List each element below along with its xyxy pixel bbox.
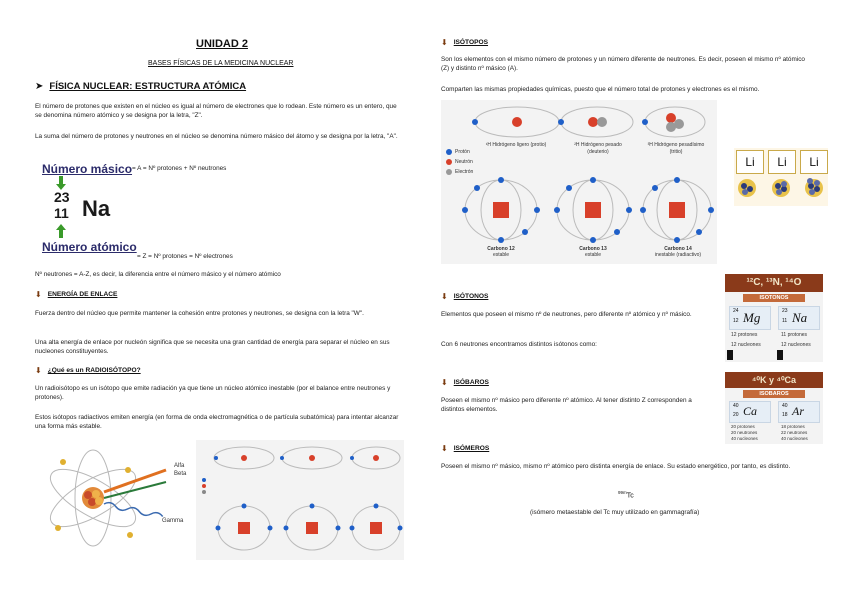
ca-neutrons: 20 neutrones xyxy=(731,430,758,435)
ar-nucleons: 40 nucleones xyxy=(781,436,808,441)
paragraph-energia-1: Fuerza dentro del núcleo que permite mantener la cohesión entre protones y neutrones, se designa con la letra "W". xyxy=(35,310,364,317)
ar-tile xyxy=(778,401,820,423)
radio-heading xyxy=(35,366,141,375)
section-title: FÍSICA NUCLEAR: ESTRUCTURA ATÓMICA xyxy=(49,81,247,92)
ca-nucleons: 40 nucleones xyxy=(731,436,758,441)
unit-title: UNIDAD 2 xyxy=(196,38,248,50)
gamma-label: Gamma xyxy=(162,518,184,524)
ca-mass: 40 xyxy=(733,403,739,409)
isobaros-title: ISÓBAROS xyxy=(453,379,489,386)
legend-proton: Protón xyxy=(455,149,470,155)
na-neutrons: 12 nucleones xyxy=(781,342,811,348)
paragraph-isotopos-1: Son los elementos con el mismo número de protones y un número diferente de neutrones. Es decir, poseen el mismo nº atómico (Z) y distinto nº másico (A). xyxy=(441,56,805,73)
ar-atomic: 18 xyxy=(782,412,788,418)
ca-tile xyxy=(729,401,771,423)
isotonos-badge: ¹²C, ¹³N, ¹⁴O xyxy=(725,274,823,292)
na-mass-number: 23 xyxy=(54,189,70,205)
alfa-label: Alfa xyxy=(174,463,185,469)
na-protons: 11 protones xyxy=(781,332,808,338)
paragraph-isotonos-1: Elementos que poseen el mismo nº de neutrones, pero diferente nº atómico y nº másico. xyxy=(441,311,692,318)
green-down-arrow-icon xyxy=(56,176,66,190)
down-arrow-bullet-icon: ⬇ xyxy=(441,38,448,47)
sodium-notation-figure xyxy=(42,162,137,258)
na-tile xyxy=(778,306,820,330)
isotopos-heading xyxy=(441,38,488,47)
ar-symbol: Ar xyxy=(792,404,804,418)
paragraph-energia-2: Una alta energía de enlace por nucleón significa que se necesita una gran cantidad de energía para separar el núcleo en sus nucleones constituyentes. xyxy=(35,339,390,356)
na-tile-mass: 23 xyxy=(782,308,788,314)
ca-protons: 20 protones xyxy=(731,424,755,429)
energia-title: ENERGÍA DE ENLACE xyxy=(47,291,118,298)
isobaros-heading xyxy=(441,378,489,387)
lithium-nuclei-icon xyxy=(734,176,828,204)
legend-electron: Electrón xyxy=(455,169,474,175)
paragraph-radio-1: Un radioisótopo es un isótopo que emite radiación ya que tiene un núcleo atómico inestable (por el balance entre neutrones y protones). xyxy=(35,385,391,402)
unit-subtitle: BASES FÍSICAS DE LA MEDICINA NUCLEAR xyxy=(148,60,294,67)
hydrogen-label-2: ²H Hidrógeno pesado (deuterio) xyxy=(574,142,622,155)
isomeros-heading xyxy=(441,444,489,453)
ar-mass: 40 xyxy=(782,403,788,409)
mg-tile xyxy=(729,306,771,330)
isotopos-title: ISÓTOPOS xyxy=(453,39,489,46)
green-up-arrow-icon xyxy=(56,224,66,238)
down-arrow-bullet-icon: ⬇ xyxy=(35,290,42,299)
tc-superscript: 99m xyxy=(618,490,627,495)
atomic-number-label: Número atómico xyxy=(42,240,137,254)
carbon-note-14: inestable (radiactivo) xyxy=(654,252,702,258)
carbon-label-12: Carbono 12 xyxy=(487,246,515,252)
mg-atomic: 12 xyxy=(733,318,739,324)
na-tile-atomic: 11 xyxy=(782,318,788,324)
isotopes-diagram-small xyxy=(196,440,404,560)
li-tile-2: Li xyxy=(768,150,796,174)
down-arrow-bullet-icon: ⬇ xyxy=(35,366,42,375)
ar-protons: 18 protones xyxy=(781,424,805,429)
paragraph-isotonos-2: Con 6 neutrones encontramos distintos isótonos como: xyxy=(441,341,597,348)
carbon-label-14: Carbono 14 xyxy=(664,246,692,252)
legend-neutron: Neutrón xyxy=(455,159,473,165)
carbon-label-13: Carbono 13 xyxy=(579,246,607,252)
radiation-atom-image xyxy=(38,440,193,550)
dark-marker xyxy=(777,350,783,360)
energia-heading xyxy=(35,290,117,299)
isomeros-title: ISÓMEROS xyxy=(453,445,490,452)
tc-caption: (isómero metaestable del Tc muy utilizado en gammagrafía) xyxy=(530,509,700,516)
isobaros-box-header: ISOBAROS xyxy=(743,390,805,398)
beta-label: Beta xyxy=(174,471,187,477)
carbon-note-13: estable xyxy=(584,252,602,258)
paragraph-mass-number: La suma del número de protones y neutrones en el núcleo se denomina número másico del átomo y se designa por la letra, "A". xyxy=(35,133,398,140)
isotonos-title: ISÓTONOS xyxy=(453,293,489,300)
down-arrow-bullet-icon: ⬇ xyxy=(441,444,448,453)
section-heading xyxy=(35,81,246,92)
mass-number-label: Número másico xyxy=(42,162,133,176)
mg-protons: 12 protones xyxy=(731,332,758,338)
ca-atomic: 20 xyxy=(733,412,739,418)
mg-neutrons: 12 nucleones xyxy=(731,342,761,348)
isobaros-badge: ⁴⁰K y ⁴⁰Ca xyxy=(725,372,823,388)
tc-symbol: Tc xyxy=(626,492,634,500)
dark-marker xyxy=(727,350,733,360)
tc99m-notation xyxy=(618,490,634,499)
hydrogen-label-3: ³H Hidrógeno pesadísimo (tritio) xyxy=(647,142,705,155)
isotonos-box-header: ISOTONOS xyxy=(743,294,805,302)
paragraph-isobaros: Poseen el mismo nº másico pero diferente nº atómico. Al tener distinto Z corresponden a distintos elementos. xyxy=(441,397,692,414)
mg-symbol: Mg xyxy=(743,310,761,325)
arrow-bullet-icon: ➤ xyxy=(35,81,44,92)
li-tile-1: Li xyxy=(736,150,764,174)
na-symbol: Na xyxy=(82,196,111,221)
paragraph-isomeros: Poseen el mismo nº másico, mismo nº atómico pero distinta energía de enlace. Su estado energético, por tanto, es distinto. xyxy=(441,463,791,470)
ca-symbol: Ca xyxy=(743,404,758,418)
mg-mass: 24 xyxy=(733,308,739,314)
paragraph-atomic-number: El número de protones que existen en el núcleo es igual al número de electrones que lo rodean. Este número es un entero, que se denomina número atómico y se designa por la letra, "Z". xyxy=(35,103,397,120)
atomic-number-formula: = Z = Nº protones = Nº electrones xyxy=(137,253,233,260)
hydrogen-label-1: ¹H Hidrógeno ligero (protio) xyxy=(485,142,547,148)
carbon-note-12: estable xyxy=(492,252,510,258)
na-tile-symbol: Na xyxy=(792,310,808,325)
isotopes-diagram xyxy=(441,100,717,264)
paragraph-radio-2: Estos isótopos radiactivos emiten energía (en forma de onda electromagnética o de partícula subatómica) para intentar alcanzar una forma más estable. xyxy=(35,414,399,431)
na-atomic-number: 11 xyxy=(54,205,69,221)
paragraph-neutrons: Nº neutrones = A-Z, es decir, la diferencia entre el número másico y el número atómico xyxy=(35,271,281,278)
isotonos-card xyxy=(725,274,823,362)
radio-title: ¿Qué es un RADIOISÓTOPO? xyxy=(47,367,141,374)
down-arrow-bullet-icon: ⬇ xyxy=(441,378,448,387)
ar-neutrons: 22 neutrones xyxy=(781,430,808,435)
isobaros-card xyxy=(725,372,823,444)
down-arrow-bullet-icon: ⬇ xyxy=(441,292,448,301)
li-tile-3: Li xyxy=(800,150,828,174)
lithium-isotopes-image xyxy=(734,148,828,206)
mass-number-formula: = A = Nº protones + Nº neutrones xyxy=(132,165,227,172)
paragraph-isotopos-2: Comparten las mismas propiedades químicas, puesto que el número total de protones y electrones es el mismo. xyxy=(441,86,760,93)
isotonos-heading xyxy=(441,292,488,301)
